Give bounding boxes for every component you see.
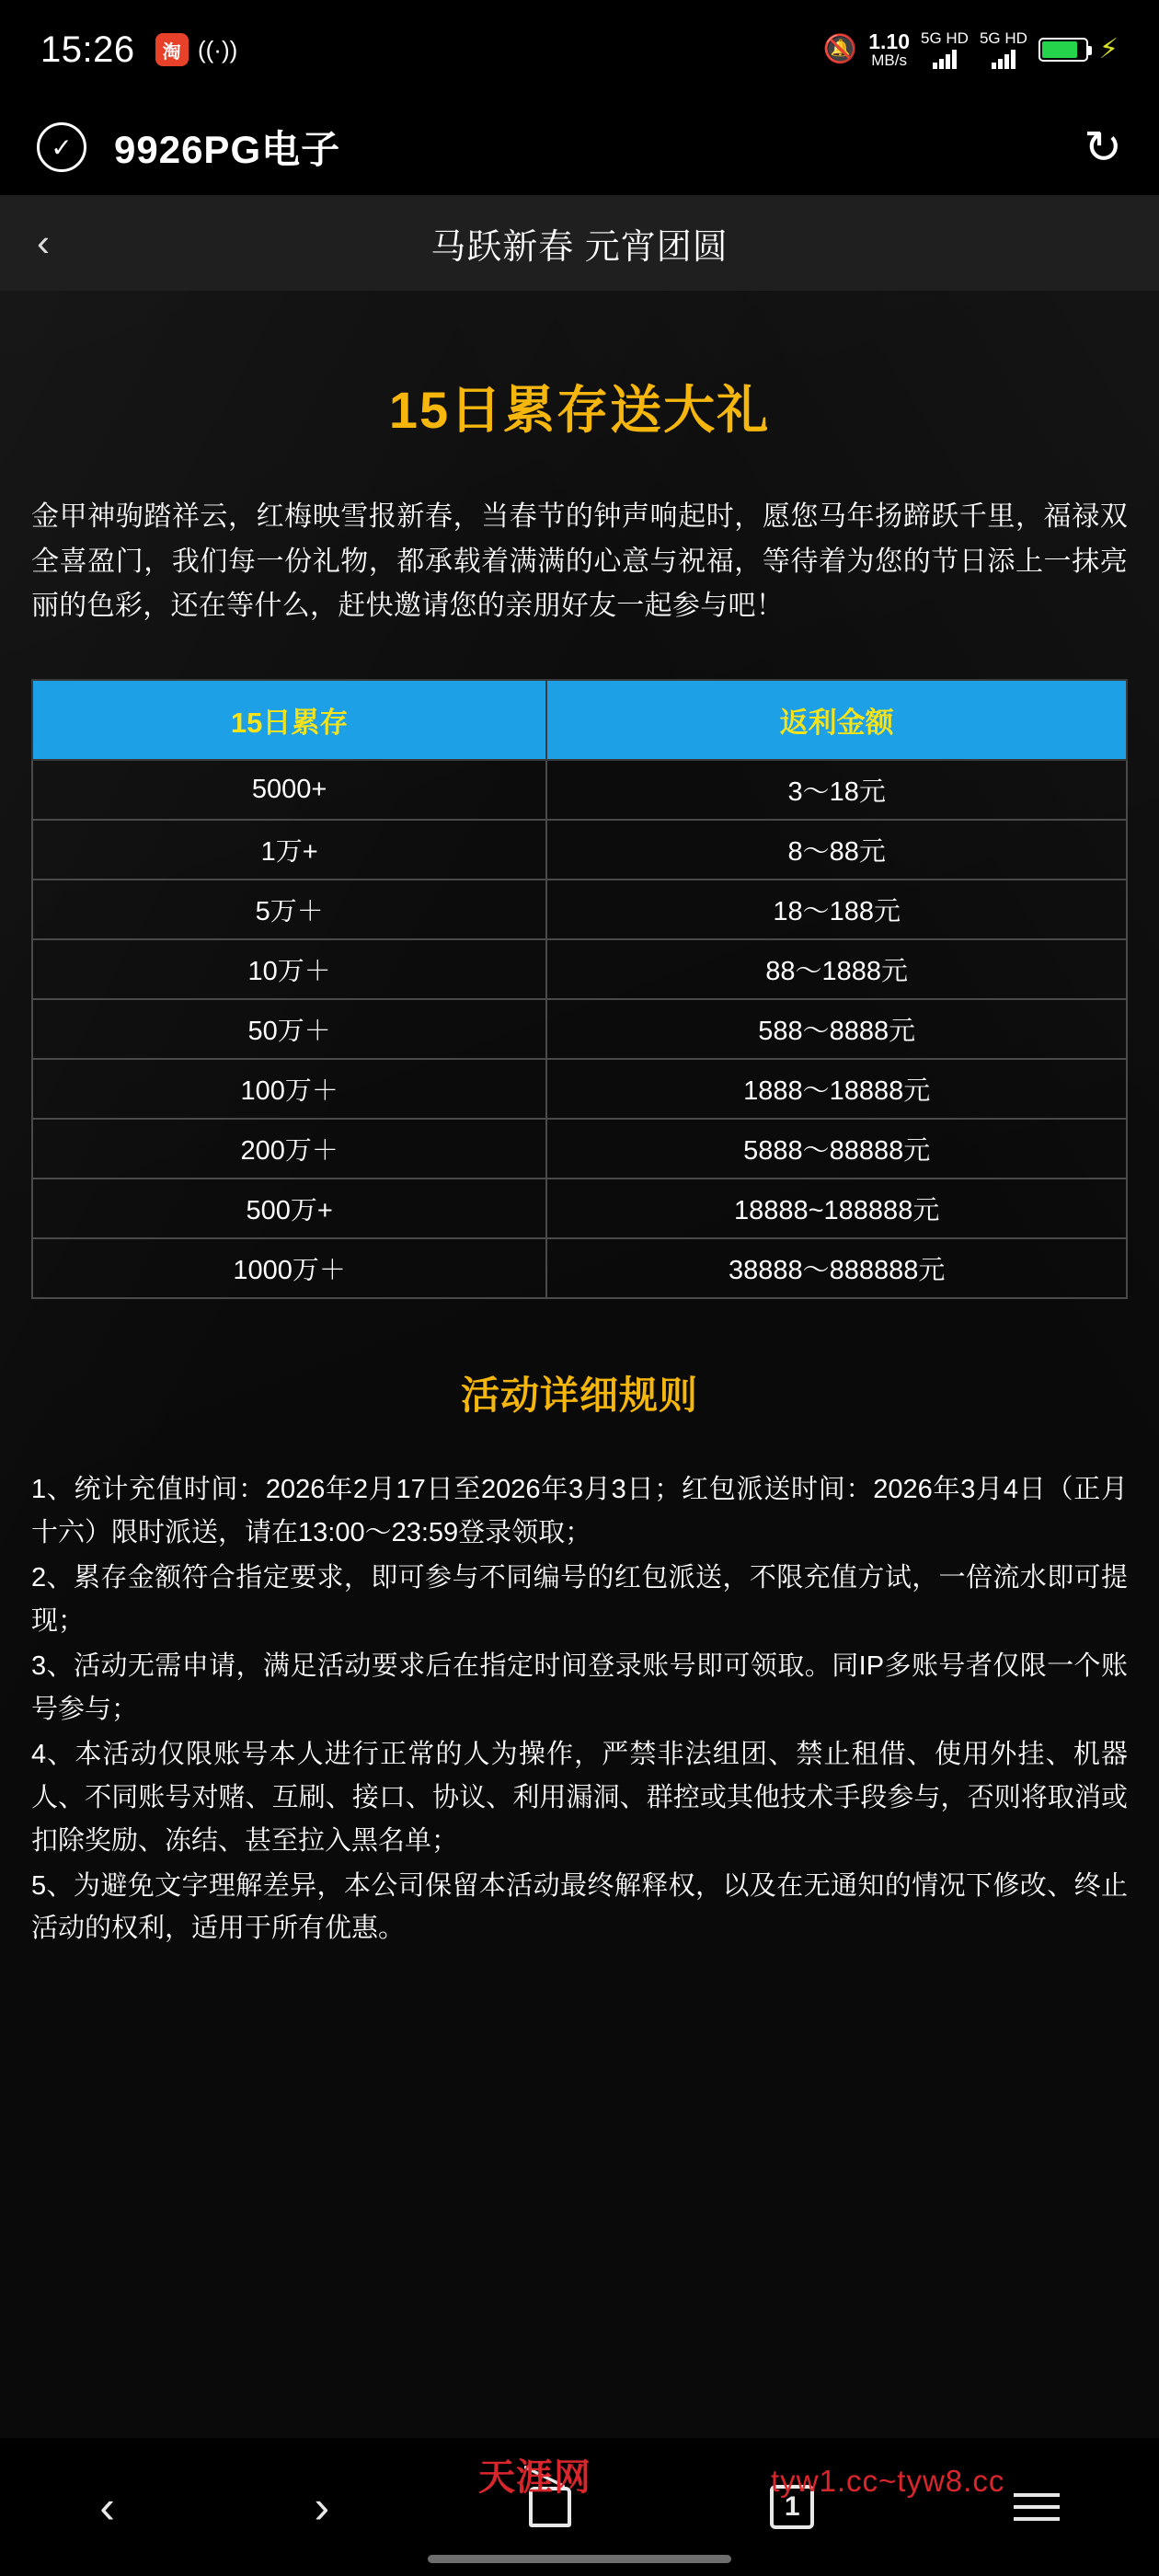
page-title: 马跃新春 元宵团圆	[430, 227, 729, 267]
status-bar-notification-icons	[155, 33, 238, 66]
nav-back-icon[interactable]: ‹	[99, 2481, 115, 2533]
sim2-signal-indicator	[980, 30, 1027, 69]
page-header	[0, 195, 1159, 291]
sim2-signal-bars-icon	[992, 49, 1016, 69]
battery-icon	[1039, 38, 1088, 62]
cell-rebate: 5888～88888元	[546, 1119, 1127, 1179]
shield-check-icon[interactable]: ✓	[37, 122, 86, 172]
rule-item: 5、为避免文字理解差异，本公司保留本活动最终解释权，以及在无通知的情况下修改、终止活动的权利，适用于所有优惠。	[31, 1870, 1128, 1944]
cell-rebate: 88～1888元	[546, 939, 1127, 999]
table-row	[32, 1059, 1127, 1119]
rebate-table	[31, 679, 1128, 1299]
reload-icon[interactable]: ↻	[1084, 121, 1122, 173]
app-badge-icon: 淘	[155, 33, 189, 66]
network-speed-value: 1.10	[868, 29, 910, 53]
status-bar	[0, 0, 1159, 99]
cell-rebate: 3～18元	[546, 760, 1127, 820]
tab-count-button[interactable]: 1	[770, 2485, 814, 2529]
table-row	[32, 999, 1127, 1059]
cell-rebate: 38888～888888元	[546, 1238, 1127, 1298]
cell-rebate: 588～8888元	[546, 999, 1127, 1059]
cell-deposit: 50万＋	[32, 999, 546, 1059]
table-row	[32, 939, 1127, 999]
charging-bolt-icon: ⚡	[1098, 34, 1119, 64]
bell-muted-icon: 🔕	[822, 34, 858, 64]
rule-item: 1、统计充值时间：2026年2月17日至2026年3月3日；红包派送时间：2026年3月4日（正月十六）限时派送，请在13:00～23:59登录领取；	[31, 1474, 1128, 1547]
cell-deposit: 5万＋	[32, 880, 546, 939]
cell-rebate: 8～88元	[546, 820, 1127, 880]
cell-rebate: 18888~188888元	[546, 1179, 1127, 1238]
sim1-signal-indicator	[921, 30, 969, 69]
promo-intro-text: 金甲神驹踏祥云，红梅映雪报新春，当春节的钟声响起时，愿您马年扬蹄跃千里，福禄双全喜盈门，我们每一份礼物，都承载着满满的心意与祝福，等待着为您的节日添上一抹亮丽的色彩，还在等什么，赶快邀请您的亲朋好友一起参与吧！	[31, 501, 1128, 622]
cell-deposit: 5000+	[32, 760, 546, 820]
table-header-row	[32, 680, 1127, 760]
cell-rebate: 18～188元	[546, 880, 1127, 939]
table-row	[32, 1179, 1127, 1238]
gesture-bar	[428, 2555, 731, 2563]
cell-deposit: 200万＋	[32, 1119, 546, 1179]
browser-title-bar	[0, 99, 1159, 195]
sim1-network-label: 5G HD	[920, 29, 969, 47]
cell-deposit: 100万＋	[32, 1059, 546, 1119]
watermark-url: tyw1.cc~tyw8.cc	[771, 2464, 1005, 2498]
rule-item: 2、累存金额符合指定要求，即可参与不同编号的红包派送，不限充值方试，一倍流水即可提现；	[31, 1562, 1128, 1636]
promo-hero-title: 15日累存送大礼	[388, 381, 771, 439]
table-row	[32, 880, 1127, 939]
cell-deposit: 10万＋	[32, 939, 546, 999]
rebate-table-body	[32, 760, 1127, 1298]
status-bar-system-icons	[823, 30, 1119, 69]
table-row	[32, 1119, 1127, 1179]
sim1-signal-bars-icon	[933, 49, 957, 69]
header-back-icon[interactable]: ‹	[37, 221, 50, 264]
menu-icon[interactable]	[1014, 2493, 1060, 2521]
cell-deposit: 1000万＋	[32, 1238, 546, 1298]
home-icon[interactable]	[529, 2487, 571, 2527]
site-title: 9926PG电子	[114, 128, 341, 171]
network-speed-unit: MB/s	[871, 52, 907, 69]
rule-item: 4、本活动仅限账号本人进行正常的人为操作，严禁非法组团、禁止租借、使用外挂、机器人、不同账号对赌、互刷、接口、协议、利用漏洞、群控或其他技术手段参与，否则将取消或扣除奖励、冻结、甚至拉入黑名单；	[31, 1739, 1128, 1856]
status-bar-clock: 15:26	[40, 29, 135, 70]
table-row	[32, 820, 1127, 880]
table-header-deposit: 15日累存	[32, 680, 546, 760]
sim2-network-label: 5G HD	[979, 29, 1027, 47]
table-row	[32, 1238, 1127, 1298]
watermark-brand: 天涯网	[478, 2457, 591, 2498]
nav-forward-icon[interactable]: ›	[314, 2481, 330, 2533]
screen-cast-icon: ((·))	[197, 36, 238, 63]
rules-title: 活动详细规则	[460, 1373, 698, 1417]
cell-deposit: 1万+	[32, 820, 546, 880]
table-row	[32, 760, 1127, 820]
promo-content	[0, 291, 1159, 2576]
rule-item: 3、活动无需申请，满足活动要求后在指定时间登录账号即可领取。同IP多账号者仅限一个账号参与；	[31, 1650, 1128, 1724]
table-header-rebate: 返利金额	[546, 680, 1127, 760]
cell-deposit: 500万+	[32, 1179, 546, 1238]
cell-rebate: 1888～18888元	[546, 1059, 1127, 1119]
rules-list	[31, 1468, 1128, 1951]
network-speed-indicator	[868, 31, 910, 68]
